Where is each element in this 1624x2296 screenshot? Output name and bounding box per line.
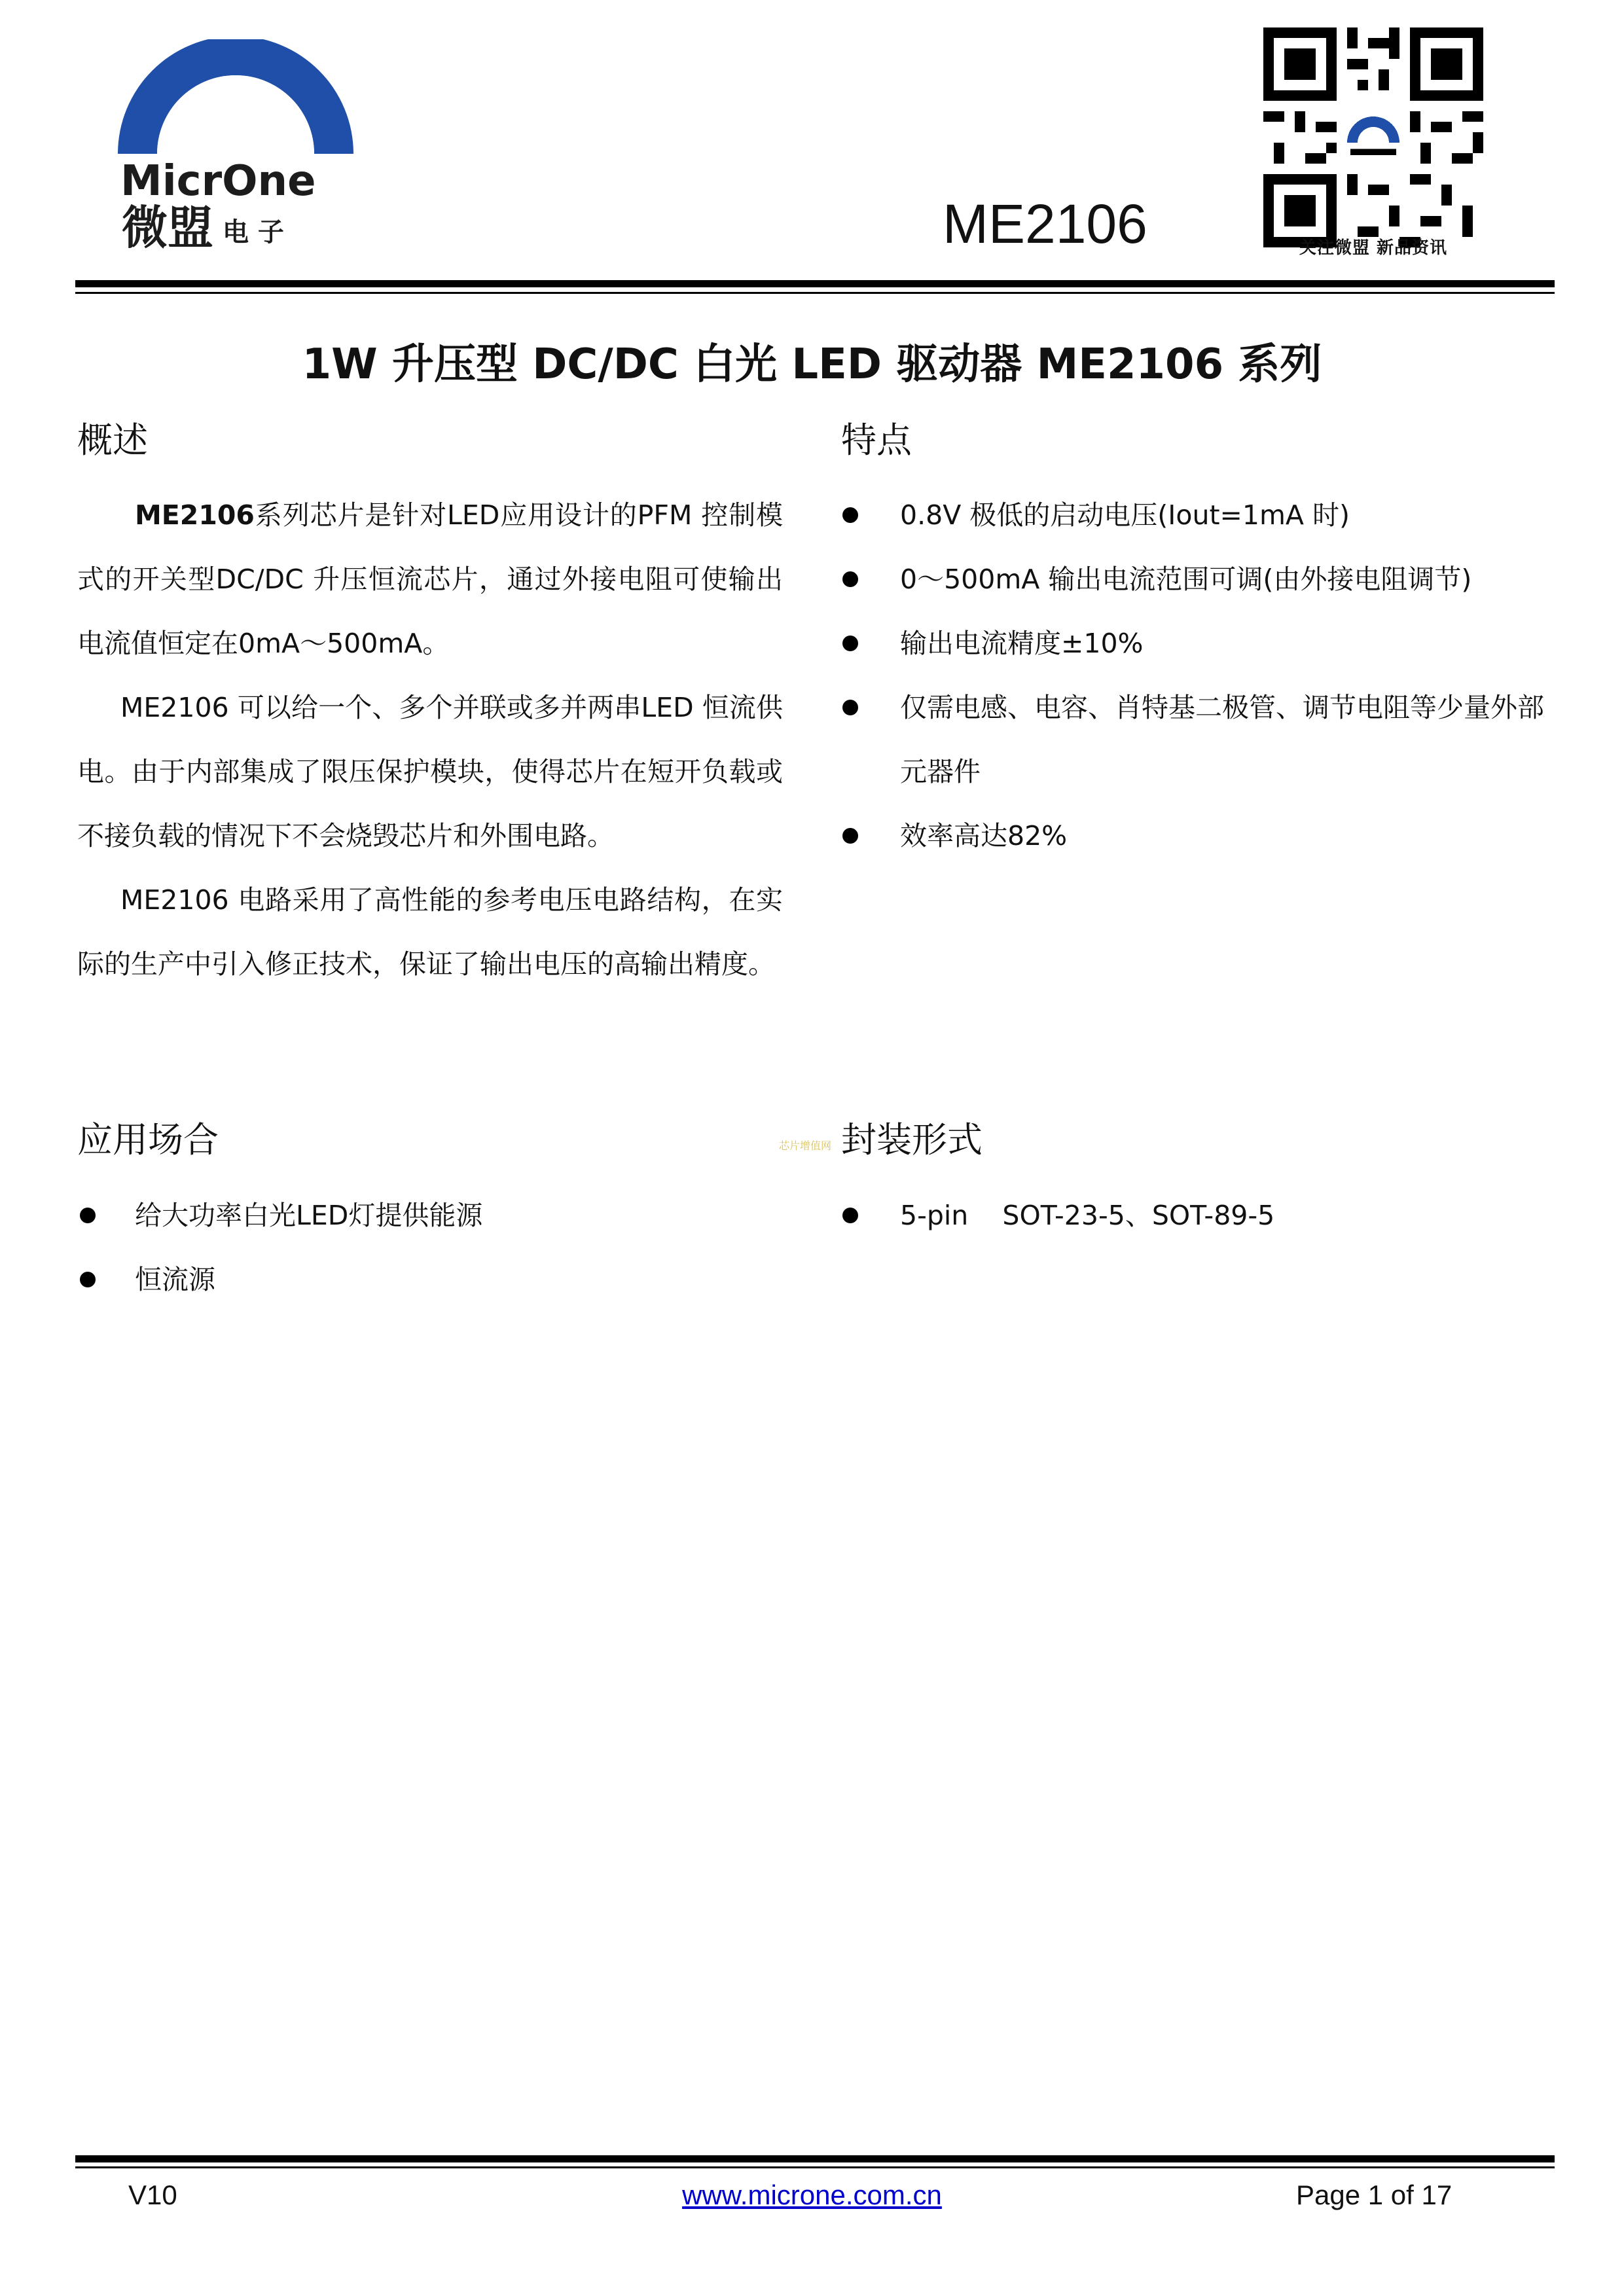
header-rule-thick — [75, 280, 1555, 287]
list-item: 效率高达82% — [842, 804, 1562, 868]
bullet-icon — [842, 636, 858, 651]
watermark: 芯片增值网 — [779, 1139, 832, 1152]
packages-heading: 封装形式 — [841, 1119, 983, 1160]
model-number: ME2106 — [943, 193, 1147, 255]
overview-heading: 概述 — [77, 420, 148, 461]
list-item: 0.8V 极低的启动电压(Iout=1mA 时) — [842, 483, 1562, 547]
footer-rule-thin — [75, 2166, 1555, 2168]
applications-list — [80, 1183, 774, 1312]
overview-paragraph: ME2106 电路采用了高性能的参考电压电路结构，在实际的生产中引入修正技术，保证了输出电压的高输出精度。 — [77, 884, 783, 980]
bullet-icon — [842, 700, 858, 715]
overview-lead: ME2106 — [135, 499, 255, 531]
footer-version: V10 — [128, 2179, 177, 2210]
footer-page-number: Page 1 of 17 — [1296, 2179, 1453, 2210]
overview-paragraph — [77, 483, 783, 675]
list-item: 恒流源 — [80, 1247, 774, 1312]
features-heading: 特点 — [841, 420, 912, 461]
logo-chinese: 微盟 — [122, 201, 213, 255]
list-item: 给大功率白光LED灯提供能源 — [80, 1183, 774, 1247]
list-item: 0～500mA 输出电流范围可调(由外接电阻调节) — [842, 547, 1562, 611]
list-item: 输出电流精度±10% — [842, 611, 1562, 675]
document-title: 1W 升压型 DC/DC 白光 LED 驱动器 ME2106 系列 — [302, 340, 1322, 389]
overview-paragraph: ME2106 可以给一个、多个并联或多并两串LED 恒流供电。由于内部集成了限压保护模块，使得芯片在短开负载或不接负载的情况下不会烧毁芯片和外围电路。 — [77, 692, 783, 852]
bullet-icon — [80, 1272, 96, 1287]
list-item: 仅需电感、电容、肖特基二极管、调节电阻等少量外部元器件 — [842, 675, 1562, 804]
company-logo — [111, 39, 360, 255]
bullet-icon — [842, 507, 858, 523]
logo-wordmark: MicrOne — [120, 157, 316, 206]
footer-rule-thick — [75, 2155, 1555, 2162]
bullet-icon — [842, 828, 858, 844]
overview-text: 系列芯片是针对LED应用设计的PFM 控制模式的开关型DC/DC 升压恒流芯片，通过外接电阻可使输出电流值恒定在0mA～500mA。 — [77, 499, 783, 659]
footer-website-link[interactable]: www.microne.com.cn — [682, 2179, 942, 2210]
qr-caption: 关注微盟 新品资讯 — [1299, 238, 1448, 258]
header-rule-thin — [75, 292, 1555, 294]
bullet-icon — [80, 1208, 96, 1223]
logo-chinese-suffix: 电 子 — [223, 217, 284, 247]
packages-list — [842, 1183, 1562, 1247]
overview-body — [77, 483, 783, 996]
qr-code-icon — [1263, 27, 1483, 247]
features-list — [842, 483, 1562, 868]
bullet-icon — [842, 1208, 858, 1223]
applications-heading: 应用场合 — [77, 1119, 219, 1160]
bullet-icon — [842, 571, 858, 587]
list-item: 5-pin SOT-23-5、SOT-89-5 — [842, 1183, 1562, 1247]
